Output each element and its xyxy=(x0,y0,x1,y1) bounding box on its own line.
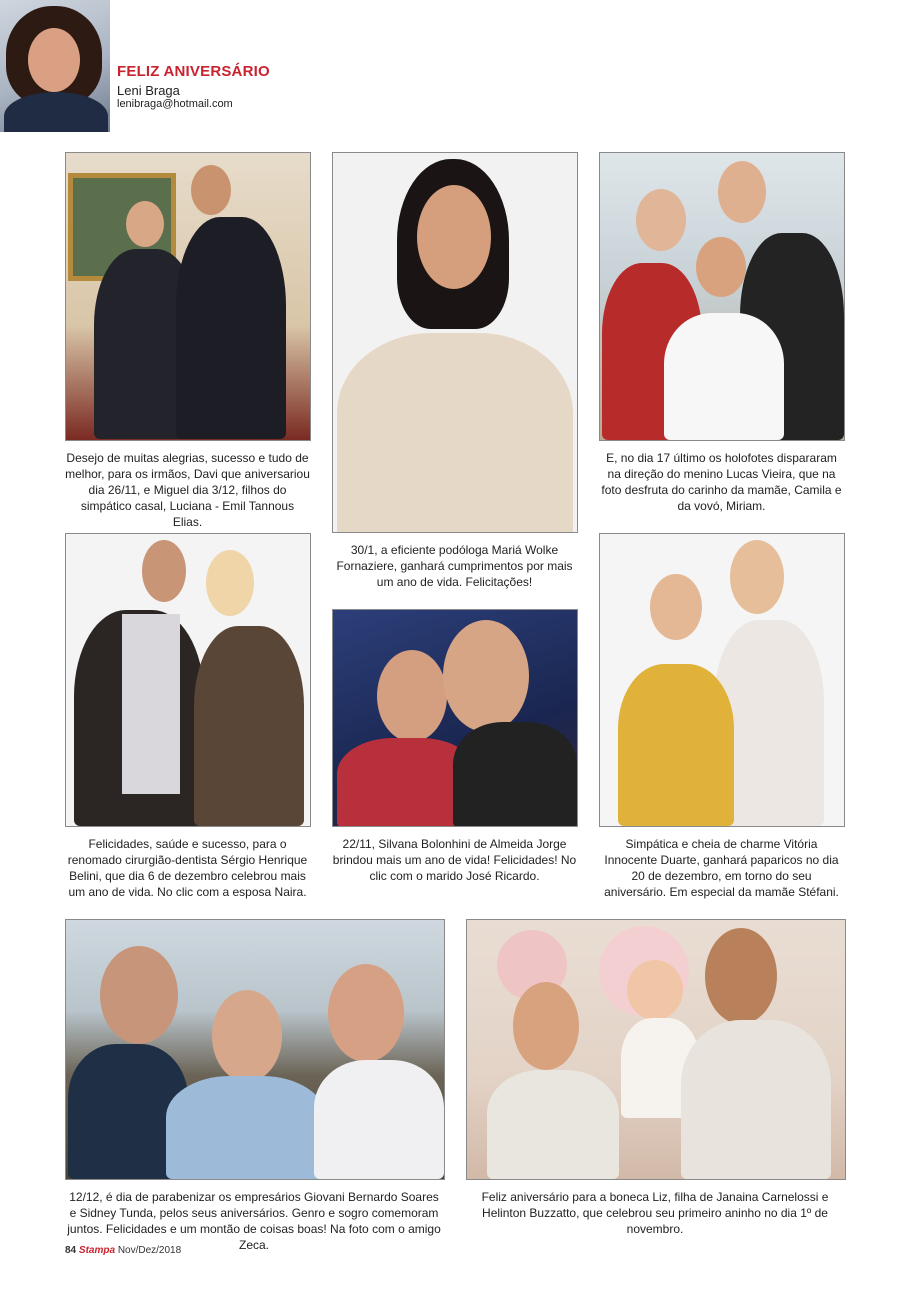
photo-brothers xyxy=(65,152,311,441)
photo-baby-liz xyxy=(466,919,846,1180)
magazine-brand: Stampa xyxy=(78,1245,116,1256)
caption-baby-liz: Feliz aniversário para a boneca Liz, filha de Janaina Carnelossi e Helinton Buzzatto, que celebrou seu primeiro aninho no dia 1º de novembro. xyxy=(481,1190,829,1236)
photo-mother-daughter xyxy=(599,533,845,827)
photo-businessmen xyxy=(65,919,445,1180)
photo-family xyxy=(599,152,845,441)
author-name: Leni Braga xyxy=(117,83,180,98)
photo-silvana-couple xyxy=(332,609,578,827)
caption-podiatrist: 30/1, a eficiente podóloga Mariá Wolke Fornaziere, ganhará cumprimentos por mais um ano de vida. Felicitações! xyxy=(336,543,573,589)
photo-podiatrist xyxy=(332,152,578,533)
page-footer xyxy=(65,1245,181,1256)
author-photo xyxy=(0,0,110,132)
section-title: FELIZ ANIVERSÁRIO xyxy=(117,63,270,80)
caption-dentist-couple: Felicidades, saúde e sucesso, para o renomado cirurgião-dentista Sérgio Henrique Belini, que dia 6 de dezembro celebrou mais um ano de vida. No clic com a esposa Naira. xyxy=(67,837,308,899)
issue-date: Nov/Dez/2018 xyxy=(117,1245,182,1256)
caption-businessmen: 12/12, é dia de parabenizar os empresários Giovani Bernardo Soares e Sidney Tunda, pelos seus aniversários. Genro e sogro comemoram juntos. Felicidades e um montão de coisas boas! Na foto com o amigo Zeca. xyxy=(67,1190,441,1252)
photo-dentist-couple xyxy=(65,533,311,827)
caption-brothers: Desejo de muitas alegrias, sucesso e tudo de melhor, para os irmãos, Davi que aniversariou dia 26/11, e Miguel dia 3/12, filhos do simpático casal, Luciana - Emil Tannous Elias. xyxy=(65,451,310,529)
page-number: 84 xyxy=(65,1245,77,1256)
caption-family: E, no dia 17 último os holofotes dispararam na direção do menino Lucas Vieira, que na foto desfruta do carinho da mamãe, Camila e da vovó, Miriam. xyxy=(601,451,842,513)
caption-mother-daughter: Simpática e cheia de charme Vitória Innocente Duarte, ganhará paparicos no dia 20 de dezembro, em torno do seu aniversário. Em especial da mamãe Stéfani. xyxy=(604,837,839,899)
caption-silvana-couple: 22/11, Silvana Bolonhini de Almeida Jorge brindou mais um ano de vida! Felicidades! No clic com o marido José Ricardo. xyxy=(332,837,577,883)
author-email: lenibraga@hotmail.com xyxy=(117,98,233,110)
